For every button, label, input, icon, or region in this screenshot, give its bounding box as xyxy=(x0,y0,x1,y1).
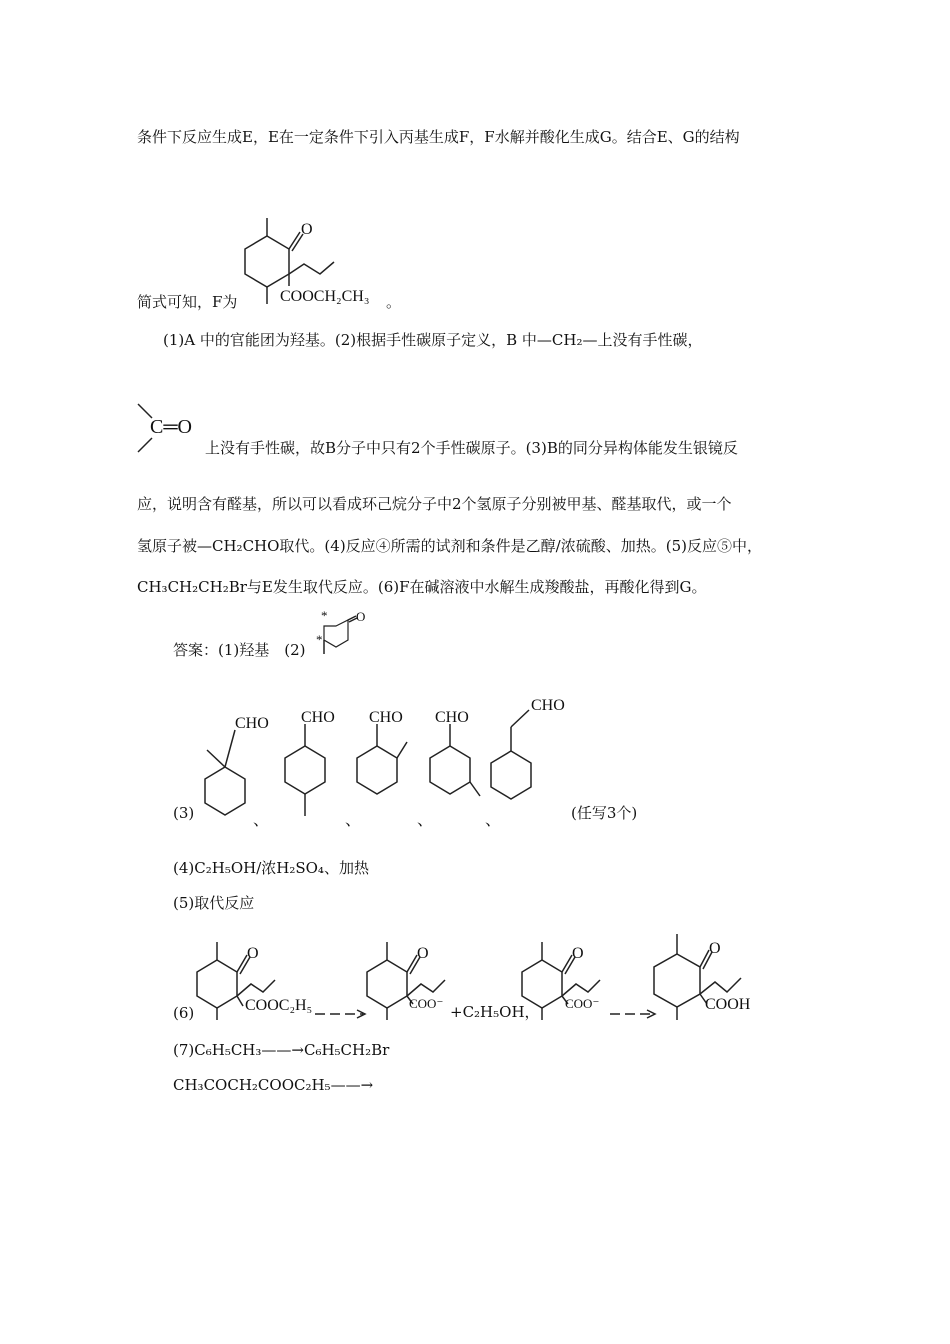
answer-5: (5)取代反应 xyxy=(173,894,255,912)
answer-6-label: (6) xyxy=(173,1004,195,1022)
text-line-5: 应，说明含有醛基，所以可以看成环己烷分子中2个氢原子分别被甲基、醛基取代，或一个 xyxy=(137,495,732,513)
comma-2: 、 xyxy=(345,812,362,829)
chiral-star-1: * xyxy=(321,608,328,623)
text-line-6: 氢原子被—CH₂CHO取代。(4)反应④所需的试剂和条件是乙醇/浓硫酸、加热。(5)反应⑤中， xyxy=(137,537,762,555)
comma-3: 、 xyxy=(417,812,434,829)
g2-oxo: O xyxy=(572,945,584,962)
oxo-label: O xyxy=(301,221,313,238)
answer-4: (4)C₂H₅OH/浓H₂SO₄、加热 xyxy=(173,859,369,877)
text-line-4: 上没有手性碳，故B分子中只有2个手性碳原子。(3)B的同分异构体能发生银镜反 xyxy=(205,439,738,457)
ester-label: COOCH₂CH₃ xyxy=(280,288,370,305)
structure-b-chiral xyxy=(316,610,376,670)
cho-2: CHO xyxy=(301,709,335,726)
answer-6-plus: +C₂H₅OH， xyxy=(450,1003,540,1021)
comma-4: 、 xyxy=(485,812,502,829)
chiral-star-2: * xyxy=(316,632,323,647)
structure-f xyxy=(242,214,402,314)
acid-label: COOH xyxy=(705,996,751,1013)
cho-3: CHO xyxy=(369,709,403,726)
g3-oxo: O xyxy=(709,940,721,957)
answer-7-line-2: CH₃COCH₂COOC₂H₅——→ xyxy=(173,1076,374,1094)
g1-oxo: O xyxy=(417,945,429,962)
cho-5: CHO xyxy=(531,697,565,714)
f-ester: COOC₂H₅ xyxy=(245,997,313,1014)
carboxylate-2: COO⁻ xyxy=(565,996,600,1011)
carbonyl-label: C═O xyxy=(150,416,192,438)
text-line-7: CH₃CH₂CH₂Br与E发生取代反应。(6)F在碱溶液中水解生成羧酸盐，再酸化得到G。 xyxy=(137,578,707,596)
text-line-2-before: 简式可知，F为 xyxy=(137,293,238,311)
comma-1: 、 xyxy=(253,812,270,829)
text-line-1: 条件下反应生成E，E在一定条件下引入丙基生成F，F水解并酸化生成G。结合E、G的结构 xyxy=(137,128,740,146)
cho-4: CHO xyxy=(435,709,469,726)
isomer-structures xyxy=(195,690,615,870)
b-oxo: O xyxy=(356,609,366,624)
f-oxo: O xyxy=(247,945,259,962)
text-line-3: (1)A 中的官能团为羟基。(2)根据手性碳原子定义，B 中—CH₂—上没有手性碳， xyxy=(163,331,703,349)
answer-1-2: 答案：(1)羟基 (2) xyxy=(173,641,306,659)
answer-3-note: (任写3个) xyxy=(571,804,638,822)
text-line-2-after: 。 xyxy=(386,293,402,311)
carbonyl-group xyxy=(134,400,214,460)
carboxylate-1: COO⁻ xyxy=(409,996,444,1011)
answer-7-line-1: (7)C₆H₅CH₃——→C₆H₅CH₂Br xyxy=(173,1041,390,1059)
cho-1: CHO xyxy=(235,715,269,732)
answer-3-label: (3) xyxy=(173,804,195,822)
